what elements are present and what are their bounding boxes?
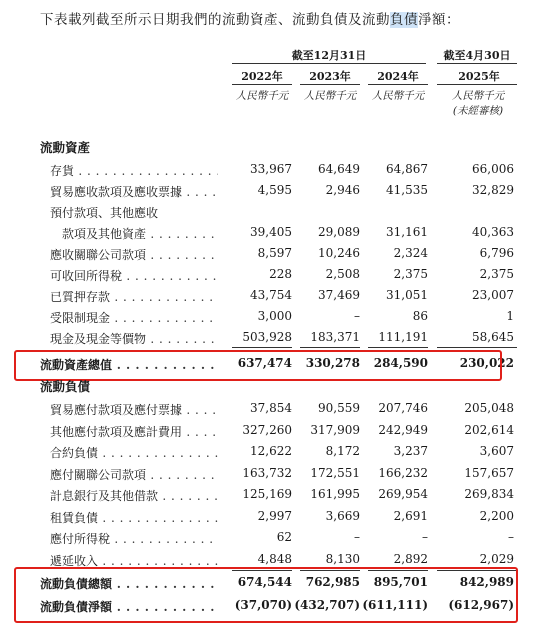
- header-year-2024: 2024年: [377, 70, 419, 83]
- header-rule-2023: [300, 84, 360, 85]
- liability-row: [0, 420, 550, 442]
- liability-row: [0, 398, 550, 420]
- row-label: 款項及其他資產 . . .: [62, 225, 218, 242]
- header-year-2025: 2025年: [458, 70, 500, 83]
- row-value-col-2: 10,246: [318, 246, 360, 260]
- row-value-col-2: 2,946: [325, 183, 360, 197]
- row-label: 流動負債總額 . . .: [40, 575, 218, 592]
- row-value-col-1: 4,848: [257, 551, 292, 566]
- row-value-col-1: 4,595: [257, 183, 292, 197]
- row-value-col-1: 637,474: [237, 356, 292, 370]
- header-rule-dec31: [232, 63, 426, 64]
- row-value-col-2: 29,089: [318, 225, 360, 239]
- row-value-col-3: 2,324: [393, 246, 428, 260]
- row-value-col-3: 166,232: [378, 465, 428, 480]
- liability-row: [0, 527, 550, 549]
- liability-row: [0, 506, 550, 528]
- intro-text: [40, 8, 460, 28]
- row-value-col-4: 2,375: [479, 267, 514, 281]
- row-value-col-4: 269,834: [464, 487, 514, 501]
- row-value-col-2: 8,172: [325, 444, 360, 458]
- intro-highlight: 負債: [390, 12, 418, 28]
- section-current-liabilities: 流動負債: [40, 379, 91, 394]
- row-value-col-4: 1: [506, 309, 514, 323]
- row-value-col-3: –: [422, 530, 428, 544]
- row-label: 租賃負債 . . .: [50, 509, 218, 526]
- asset-row: [0, 180, 550, 202]
- row-value-col-3: 86: [412, 309, 428, 323]
- row-value-col-4: 58,645: [472, 330, 514, 344]
- row-label: 預付款項、其他應收: [50, 206, 159, 220]
- asset-row: [0, 201, 550, 223]
- row-value-col-2: 161,995: [310, 487, 360, 501]
- row-value-col-2: 90,559: [318, 401, 360, 415]
- row-value-col-3: 111,191: [378, 330, 428, 344]
- row-value-col-3: 284,590: [373, 356, 428, 370]
- header-rule-2022: [232, 84, 292, 85]
- row-value-col-4: 2,200: [479, 508, 514, 523]
- row-value-col-3: 2,691: [393, 508, 428, 523]
- row-value-col-1: 503,928: [242, 330, 292, 344]
- section-current-assets: 流動資產: [40, 140, 91, 155]
- header-group-apr30: 截至4月30日: [443, 49, 511, 62]
- row-value-col-2: 64,649: [318, 162, 360, 176]
- row-value-col-3: 41,535: [386, 183, 428, 197]
- row-value-col-1: 674,544: [237, 575, 292, 589]
- row-value-col-4: –: [508, 530, 514, 544]
- row-label: 流動負債淨額 . . .: [40, 598, 218, 615]
- asset-row: [0, 306, 550, 328]
- row-value-col-2: –: [354, 309, 360, 323]
- row-label: 應付所得稅 . . .: [50, 530, 218, 547]
- header-unaudited: (未經審核): [452, 105, 504, 117]
- row-value-col-4: 202,614: [464, 422, 514, 437]
- row-value-col-1: 43,754: [250, 288, 292, 302]
- row-value-col-3: 269,954: [378, 487, 428, 501]
- row-value-col-4: 66,006: [472, 162, 514, 176]
- row-value-col-4: 40,363: [472, 225, 514, 239]
- row-label: 可收回所得稅 . . .: [50, 267, 218, 284]
- row-value-col-1: 8,597: [257, 246, 292, 260]
- row-value-col-1: 33,967: [250, 162, 292, 176]
- row-label: 存貨 . . .: [50, 162, 218, 179]
- header-unit-2024: 人民幣千元: [371, 90, 425, 102]
- liability-row: [0, 441, 550, 463]
- row-value-col-3: 2,375: [393, 267, 428, 281]
- liability-row: [0, 484, 550, 506]
- row-value-col-4: 32,829: [472, 183, 514, 197]
- row-value-col-3: 31,161: [386, 225, 428, 239]
- asset-row: [0, 243, 550, 265]
- row-label: 受限制現金 . . .: [50, 309, 218, 326]
- row-value-col-2: 317,909: [310, 422, 360, 437]
- row-value-col-1: 3,000: [257, 309, 292, 323]
- row-value-col-4: 2,029: [479, 551, 514, 566]
- row-value-col-4: 6,796: [479, 246, 514, 260]
- row-label: 現金及現金等價物 . . .: [50, 330, 218, 347]
- row-value-col-1: 12,622: [250, 444, 292, 458]
- row-label: 應付關聯公司款項 . . .: [50, 466, 218, 483]
- asset-row: [0, 285, 550, 307]
- row-value-col-1: 163,732: [242, 465, 292, 480]
- row-label: 貿易應付款項及應付票據 . . .: [50, 401, 218, 418]
- row-value-col-2: 3,669: [325, 508, 360, 523]
- row-value-col-1: 62: [276, 530, 292, 544]
- row-value-col-4: 842,989: [459, 575, 514, 589]
- liability-row: [0, 463, 550, 485]
- row-value-col-3: 31,051: [386, 288, 428, 302]
- row-value-col-3: 895,701: [373, 575, 428, 589]
- row-value-col-2: 330,278: [305, 356, 360, 370]
- intro-after: 淨額：: [418, 12, 460, 28]
- assets-rule-2024: [368, 347, 428, 348]
- row-value-col-3: 3,237: [393, 444, 428, 458]
- row-label: 計息銀行及其他借款 . . .: [50, 487, 218, 504]
- row-label: 貿易應收款項及應收票據 . . .: [50, 183, 218, 200]
- assets-rule-2025: [437, 347, 517, 348]
- row-value-col-2: 37,469: [318, 288, 360, 302]
- header-group-dec31: 截至12月31日: [291, 49, 367, 62]
- header-year-2023: 2023年: [309, 70, 351, 83]
- row-value-col-4: 230,022: [459, 356, 514, 370]
- header-unit-2023: 人民幣千元: [303, 90, 357, 102]
- row-value-col-1: 39,405: [250, 225, 292, 239]
- row-label: 遞延收入 . . .: [50, 552, 218, 569]
- assets-rule-2022: [232, 347, 292, 348]
- asset-row: [0, 222, 550, 244]
- asset-row: [0, 327, 550, 349]
- highlight-box-liabilities: [14, 567, 518, 623]
- intro-before: 下表載列截至所示日期我們的流動資產、流動負債及流動: [40, 12, 390, 28]
- row-value-col-3: 2,892: [393, 551, 428, 566]
- row-label: 其他應付款項及應計費用 . . .: [50, 423, 218, 440]
- row-value-col-1: 327,260: [242, 422, 292, 437]
- row-value-col-2: 8,130: [325, 551, 360, 566]
- row-label: 合約負債 . . .: [50, 444, 218, 461]
- header-unit-2022: 人民幣千元: [235, 90, 289, 102]
- row-value-col-2: 183,371: [310, 330, 360, 344]
- row-value-col-1: 37,854: [250, 401, 292, 415]
- row-value-col-1: (37,070): [234, 598, 292, 612]
- row-value-col-1: 228: [269, 267, 292, 281]
- header-rule-apr30: [437, 63, 517, 64]
- assets-rule-2023: [300, 347, 360, 348]
- row-value-col-2: 172,551: [310, 465, 360, 480]
- row-value-col-2: –: [354, 530, 360, 544]
- row-value-col-3: 64,867: [386, 162, 428, 176]
- row-value-col-3: (611,111): [362, 598, 428, 612]
- header-unit-2025: 人民幣千元: [451, 90, 505, 102]
- asset-row: [0, 264, 550, 286]
- row-value-col-2: (432,707): [294, 598, 360, 612]
- row-value-col-1: 2,997: [257, 508, 292, 523]
- row-value-col-4: 3,607: [479, 444, 514, 458]
- row-value-col-4: 23,007: [472, 288, 514, 302]
- header-rule-2025: [437, 84, 517, 85]
- row-label: 應收關聯公司款項 . . .: [50, 246, 218, 263]
- row-value-col-2: 762,985: [305, 575, 360, 589]
- row-value-col-2: 2,508: [325, 267, 360, 281]
- row-label: 已質押存款 . . .: [50, 288, 218, 305]
- header-year-2022: 2022年: [241, 70, 283, 83]
- header-rule-2024: [368, 84, 428, 85]
- row-value-col-3: 242,949: [378, 422, 428, 437]
- row-value-col-4: 205,048: [464, 401, 514, 415]
- row-label: 流動資產總值 . . .: [40, 356, 218, 373]
- row-value-col-4: 157,657: [464, 465, 514, 480]
- row-value-col-1: 125,169: [242, 487, 292, 501]
- asset-row: [0, 159, 550, 181]
- row-value-col-3: 207,746: [378, 401, 428, 415]
- row-value-col-4: (612,967): [448, 598, 514, 612]
